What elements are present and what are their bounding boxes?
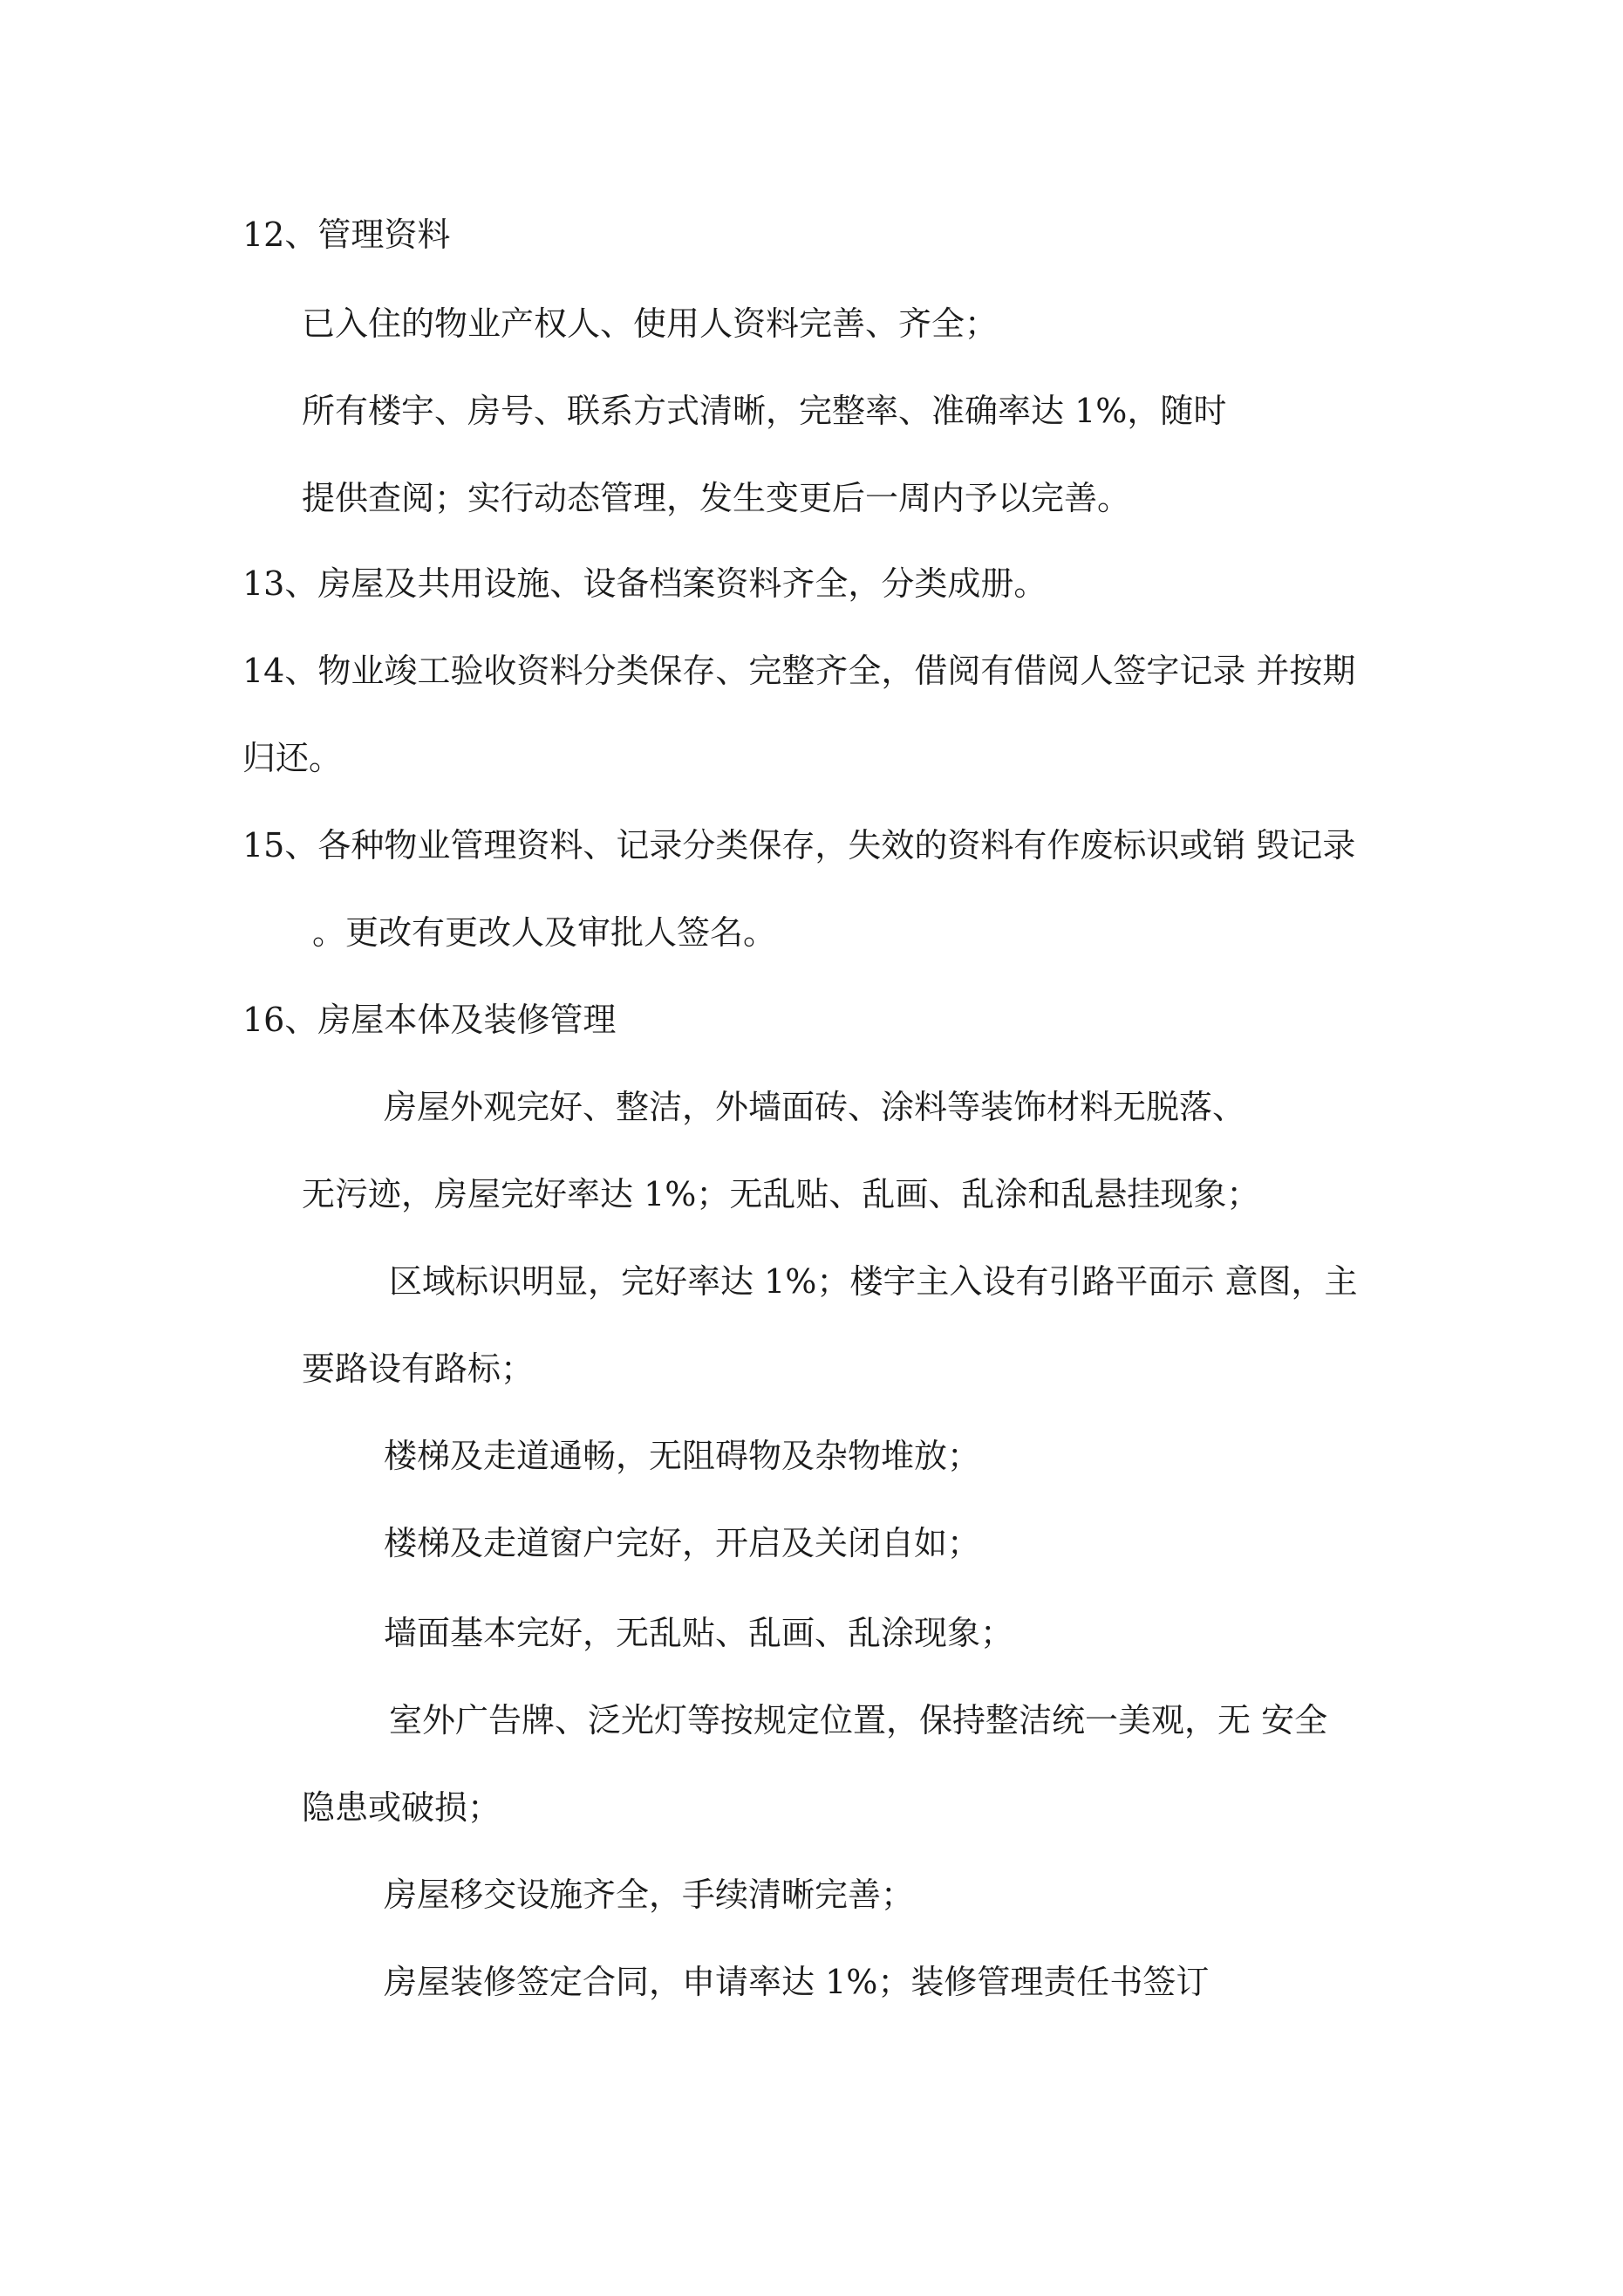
section-14-text-line: 14、物业竣工验收资料分类保存、完整齐全，借阅有借阅人签字记录 并按期	[242, 652, 1356, 690]
section-16-text-line: 要路设有路标；	[302, 1350, 535, 1388]
section-12-heading: 12、管理资料	[242, 215, 451, 254]
section-15-text-line: 15、各种物业管理资料、记录分类保存，失效的资料有作废标识或销 毁记录	[242, 826, 1356, 864]
section-15-text-line: 。更改有更改人及审批人签名。	[312, 913, 777, 952]
section-16-text-line: 房屋装修签定合同，申请率达 1%；装修管理责任书签订	[384, 1963, 1210, 2001]
section-16-text-line: 室外广告牌、泛光灯等按规定位置，保持整洁统一美观，无 安全	[389, 1701, 1328, 1739]
section-16-heading: 16、房屋本体及装修管理	[242, 1001, 617, 1039]
section-16-text-line: 墙面基本完好，无乱贴、乱画、乱涂现象；	[384, 1614, 1014, 1652]
section-16-text-line: 房屋外观完好、整洁，外墙面砖、涂料等装饰材料无脱落、	[384, 1088, 1246, 1126]
section-12-text-line: 所有楼宇、房号、联系方式清晰，完整率、准确率达 1%，随时	[302, 392, 1227, 430]
section-16-text-line: 楼梯及走道通畅，无阻碍物及杂物堆放；	[384, 1437, 981, 1475]
section-16-text-line: 楼梯及走道窗户完好，开启及关闭自如；	[384, 1524, 981, 1562]
section-16-text-line: 房屋移交设施齐全，手续清晰完善；	[384, 1876, 915, 1914]
section-13-text: 13、房屋及共用设施、设备档案资料齐全，分类成册。	[242, 564, 1047, 603]
section-14-text-line: 归还。	[242, 739, 343, 777]
section-12-text-line: 已入住的物业产权人、使用人资料完善、齐全；	[302, 304, 999, 343]
section-12-text-line: 提供查阅；实行动态管理，发生变更后一周内予以完善。	[302, 479, 1131, 517]
section-16-text-line: 无污迹，房屋完好率达 1%；无乱贴、乱画、乱涂和乱悬挂现象；	[302, 1175, 1260, 1213]
section-16-text-line: 区域标识明显，完好率达 1%；楼宇主入设有引路平面示 意图，主	[389, 1262, 1358, 1301]
section-16-text-line: 隐患或破损；	[302, 1788, 501, 1827]
